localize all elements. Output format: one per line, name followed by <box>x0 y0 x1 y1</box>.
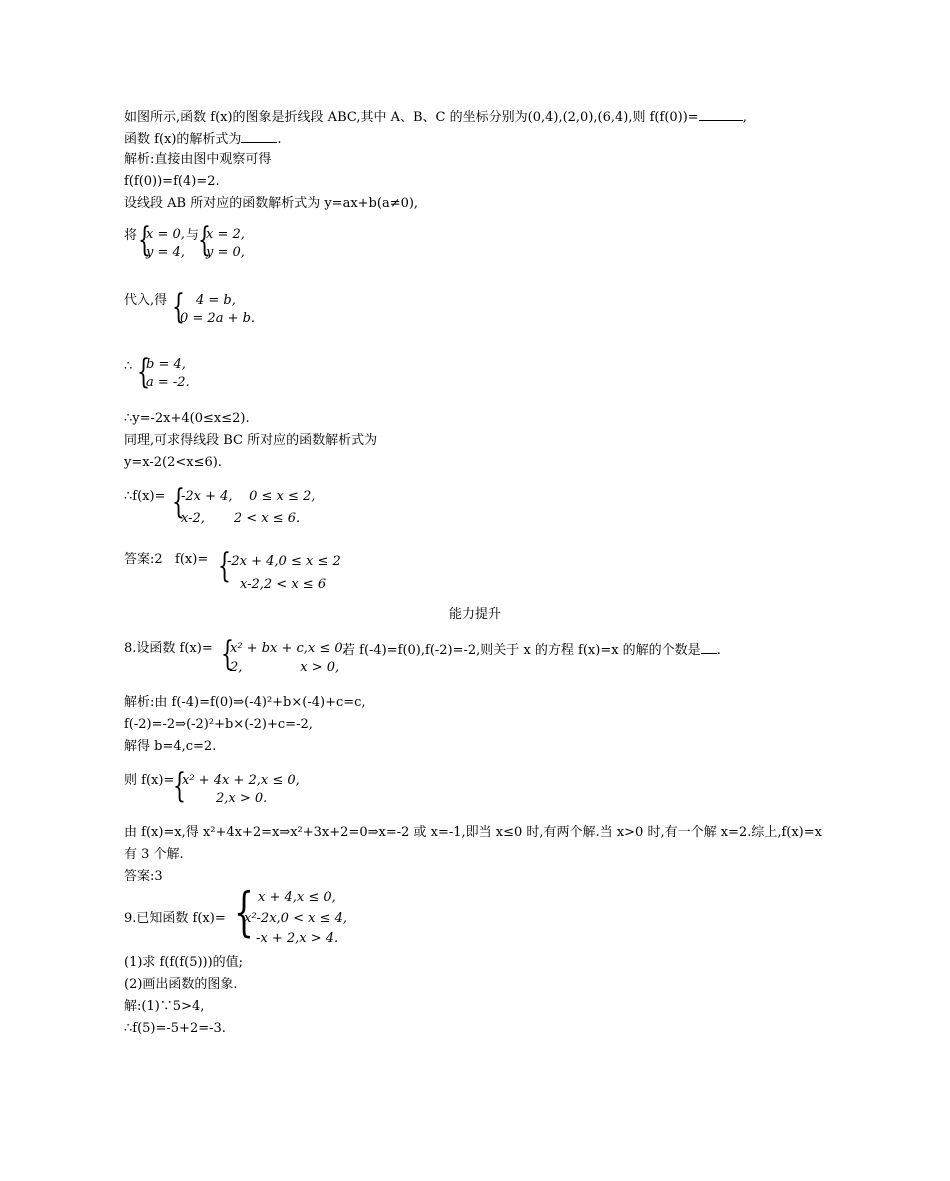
brace-8: { <box>173 766 186 806</box>
problem9-solution1: 解:(1)∵5>4, <box>124 999 205 1014</box>
answer-piecewise-row1: -2x + 4,0 ≤ x ≤ 2 <box>227 554 341 569</box>
problem8-piecewise2-row1: x² + 4x + 2,x ≤ 0, <box>182 773 300 788</box>
problem9-piecewise-row2: x²-2x,0 < x ≤ 4, <box>244 911 347 926</box>
piecewise1-row1: -2x + 4, 0 ≤ x ≤ 2, <box>181 489 316 504</box>
brace-6: { <box>218 546 231 586</box>
problem8-ze-label: 则 f(x)= <box>124 773 175 788</box>
problem9-piecewise-row3: -x + 2,x > 4. <box>256 931 339 946</box>
brace-2: { <box>198 220 211 260</box>
problem8-period: . <box>716 643 721 658</box>
brace-7: { <box>221 634 234 674</box>
problem8-analysis3: 解得 b=4,c=2. <box>124 739 217 754</box>
problem8-piecewise-row1: x² + bx + c,x ≤ 0, <box>230 641 347 656</box>
brace-4: { <box>137 352 150 392</box>
yu-label: 与 <box>186 228 200 243</box>
brace-3: { <box>172 287 185 327</box>
ff0-result: f(f(0))=f(4)=2. <box>124 174 220 189</box>
problem8-piecewise-row2: 2, x > 0, <box>230 660 340 675</box>
system2-eq2: y = 0, <box>206 245 245 260</box>
fx-label: ∴f(x)= <box>124 489 166 504</box>
brace-1: { <box>138 220 151 260</box>
problem8-answer: 答案:3 <box>124 869 163 884</box>
problem7-line1 <box>124 107 747 127</box>
problem7-text: 如图所示,函数 f(x)的图象是折线段 ABC,其中 A、B、C 的坐标分别为(0,4),(2,0),(6,4),则 f(f(0))= <box>124 110 699 125</box>
problem8-analysis1: 解析:由 f(-4)=f(0)⇒(-4)²+b×(-4)+c=c, <box>124 695 366 710</box>
system3-eq1: 4 = b, <box>196 293 236 308</box>
problem8-question: 若 f(-4)=f(0),f(-2)=-2,则关于 x 的方程 f(x)=x 的解的个数是 <box>342 643 701 658</box>
system4-eq2: a = -2. <box>146 375 190 390</box>
problem7-period: . <box>277 132 282 147</box>
problem8-piecewise2-row2: 2,x > 0. <box>216 791 268 806</box>
brace-5: { <box>172 482 185 522</box>
problem8-label: 8.设函数 f(x)= <box>124 641 213 656</box>
system1-eq2: y = 4, <box>146 245 185 260</box>
system3-eq2: 0 = 2a + b. <box>180 311 256 326</box>
tongli-line: 同理,可求得线段 BC 所对应的函数解析式为 <box>124 433 378 448</box>
system2-eq1: x = 2, <box>206 227 245 242</box>
piecewise1-row2: x-2, 2 < x ≤ 6. <box>181 511 301 526</box>
brace-9: { <box>234 883 254 943</box>
analysis-intro: 解析:直接由图中观察可得 <box>124 152 272 167</box>
system1-eq1: x = 0, <box>146 227 185 242</box>
substitute-label: 代入,得 <box>124 293 168 308</box>
problem9-label: 9.已知函数 f(x)= <box>124 911 226 926</box>
problem8-analysis2: f(-2)=-2⇒(-2)²+b×(-2)+c=-2, <box>124 717 313 732</box>
answer-blank-3 <box>701 640 717 654</box>
answer-piecewise-row2: x-2,2 < x ≤ 6 <box>240 577 327 592</box>
problem9-solution2: ∴f(5)=-5+2=-3. <box>124 1021 226 1036</box>
y-bc-result: y=x-2(2<x≤6). <box>124 455 222 470</box>
section-title: 能力提升 <box>448 607 501 622</box>
problem9-q1: (1)求 f(f(f(5)))的值; <box>124 955 244 970</box>
problem9-q2: (2)画出函数的图象. <box>124 977 238 992</box>
answer-blank <box>699 107 743 121</box>
problem8-rest <box>342 640 721 660</box>
problem9-piecewise-row1: x + 4,x ≤ 0, <box>258 890 336 905</box>
problem7-comma: , <box>742 110 747 125</box>
system4-eq1: b = 4, <box>146 357 186 372</box>
problem7-text2: 函数 f(x)的解析式为 <box>124 132 242 147</box>
therefore-sign: ∴ <box>124 359 133 374</box>
y-ab-result: ∴y=-2x+4(0≤x≤2). <box>124 411 250 426</box>
jiang-label: 将 <box>124 228 138 243</box>
problem7-line2 <box>124 129 282 149</box>
answer-blank-2 <box>241 129 277 143</box>
problem8-analysis4: 由 f(x)=x,得 x²+4x+2=x⇒x²+3x+2=0⇒x=-2 或 x=-1,即当 x≤0 时,有两个解.当 x>0 时,有一个解 x=2.综上,f(x)=x <box>124 825 822 840</box>
answer7-label: 答案:2 f(x)= <box>124 552 209 567</box>
set-ab-line: 设线段 AB 所对应的函数解析式为 y=ax+b(a≠0), <box>124 196 419 211</box>
problem8-analysis5: 有 3 个解. <box>124 847 184 862</box>
